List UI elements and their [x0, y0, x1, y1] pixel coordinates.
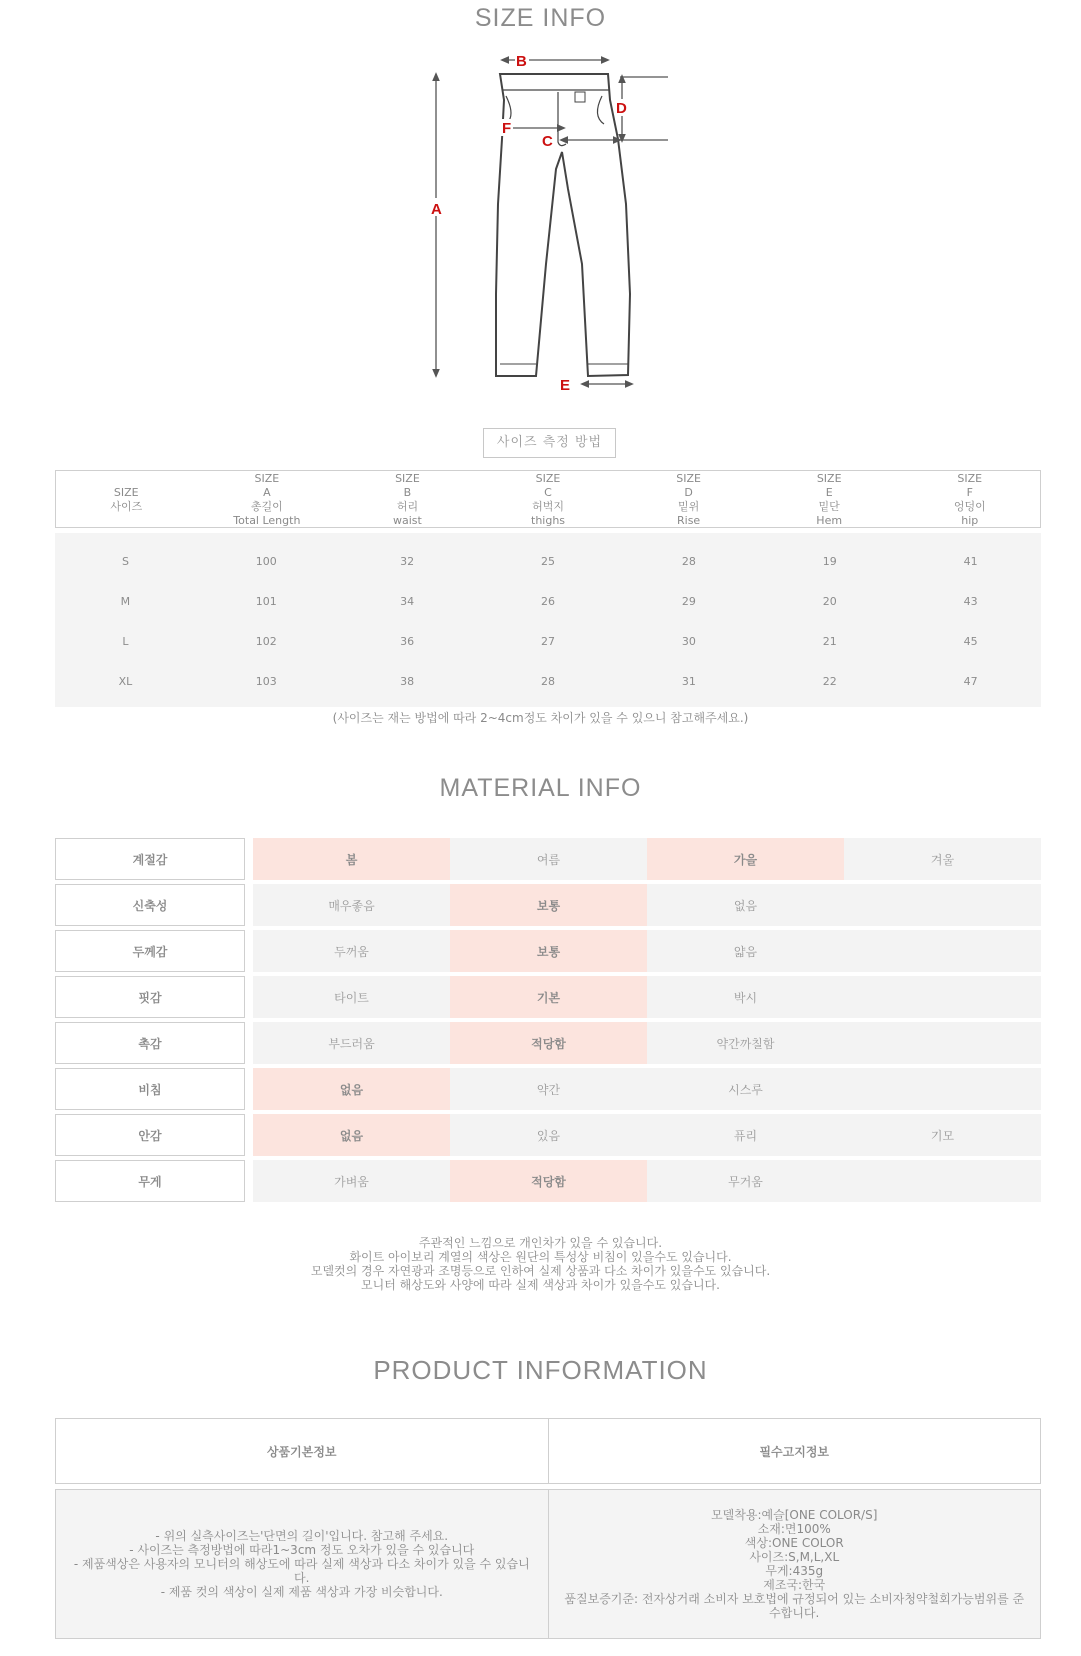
size-header-line: 허벅지: [532, 500, 564, 513]
size-table-cell: 101: [255, 594, 277, 608]
material-option: 가을: [647, 838, 844, 880]
size-table-cell: 31: [681, 674, 696, 688]
size-table-cell: 28: [681, 554, 696, 568]
size-table-body: [55, 533, 1041, 707]
size-table-cell: XL: [118, 674, 133, 688]
material-option: [844, 976, 1041, 1018]
required-info-line: 수합니다.: [769, 1606, 820, 1620]
size-header-line: B: [403, 486, 412, 499]
material-row-label: 신축성: [55, 884, 245, 926]
material-option: 무거움: [728, 1174, 763, 1189]
size-table-row: [55, 621, 1041, 661]
size-header-line: thighs: [531, 514, 566, 527]
size-header-line: 밑위: [677, 500, 700, 513]
size-header-line: SIZE: [113, 486, 139, 499]
size-header-line: hip: [961, 514, 979, 527]
material-option: 기본: [450, 976, 647, 1018]
basic-info-line: - 제품색상은 사용자의 모니터의 해상도에 따라 실제 색상과 다소 차이가 있을 수 있습니: [73, 1557, 530, 1571]
required-info-line: 제조국:한국: [763, 1578, 826, 1592]
required-info-line: 소재:면100%: [757, 1522, 831, 1536]
size-header-line: SIZE: [816, 472, 842, 485]
material-option: 부드러움: [328, 1036, 375, 1051]
size-header-line: 엉덩이: [953, 500, 986, 513]
basic-info-cell: [56, 1490, 549, 1638]
size-info-title: SIZE INFO: [474, 4, 607, 32]
material-row-label: 촉감: [55, 1022, 245, 1064]
size-header-cell: [337, 471, 478, 527]
material-table: [55, 838, 1041, 1206]
material-options: [253, 1160, 1041, 1202]
size-table-row: [55, 661, 1041, 701]
label-c: C: [542, 133, 553, 150]
size-header-line: Rise: [677, 514, 701, 527]
material-row-label: 무게: [55, 1160, 245, 1202]
material-option: 보통: [450, 930, 647, 972]
material-option: 봄: [253, 838, 450, 880]
size-table-header: [55, 470, 1041, 528]
pants-outline: [496, 74, 630, 376]
size-table: [55, 470, 1041, 707]
size-header-line: Total Length: [233, 514, 301, 527]
label-a: A: [431, 201, 442, 218]
size-table-row: [55, 581, 1041, 621]
size-header-line: SIZE: [254, 472, 280, 485]
material-option: [844, 930, 1041, 972]
material-option: 없음: [253, 1114, 450, 1156]
basic-info-line: - 제품 컷의 색상이 실제 제품 색상과 가장 비슷합니다.: [160, 1585, 443, 1599]
material-note-line: 주관적인 느낌으로 개인차가 있을 수 있습니다.: [418, 1236, 663, 1250]
material-row-label: 핏감: [55, 976, 245, 1018]
material-row: [55, 976, 1041, 1018]
label-f: F: [502, 120, 512, 137]
size-table-cell: 36: [400, 634, 415, 648]
size-header-cell: [478, 471, 619, 527]
required-info-line: 품질보증기준: 전자상거래 소비자 보호법에 규정되어 있는 소비자청약철회가능범위를 준: [564, 1592, 1025, 1606]
material-options: [253, 976, 1041, 1018]
material-option: 약간: [536, 1082, 561, 1097]
material-option: 약간까칠함: [716, 1036, 775, 1051]
product-table: [55, 1418, 1041, 1639]
material-option: 적당함: [450, 1160, 647, 1202]
size-header-line: 사이즈: [110, 500, 143, 513]
label-d: D: [616, 100, 627, 117]
size-table-cell: 26: [541, 594, 555, 608]
size-table-cell: L: [122, 634, 129, 648]
material-note-line: 화이트 아이보리 계열의 색상은 원단의 특성상 비침이 있을수도 있습니다.: [349, 1250, 732, 1264]
basic-info-line: - 사이즈는 측정방법에 따라1~3cm 정도 오차가 있을 수 있습니다: [129, 1543, 475, 1557]
size-table-cell: 34: [400, 594, 415, 608]
material-row: [55, 1160, 1041, 1202]
material-option: [844, 1160, 1041, 1202]
material-option: 겨울: [930, 852, 955, 867]
material-option: 보통: [450, 884, 647, 926]
size-header-line: waist: [393, 514, 422, 527]
material-option: 매우좋음: [328, 898, 375, 913]
material-note-line: 모니터 해상도와 사양에 따라 실제 색상과 차이가 있을수도 있습니다.: [361, 1278, 720, 1292]
material-notes: [0, 1236, 1081, 1292]
size-header-line: SIZE: [395, 472, 420, 485]
size-table-cell: 41: [963, 554, 978, 568]
pants-size-diagram: [431, 44, 720, 424]
material-options: [253, 1068, 1041, 1110]
size-header-line: SIZE: [676, 472, 701, 485]
size-table-cell: 102: [255, 634, 277, 648]
size-table-cell: 43: [963, 594, 978, 608]
material-option: 타이트: [334, 990, 369, 1005]
label-e: E: [560, 377, 571, 394]
material-option: 기모: [930, 1128, 955, 1143]
material-note-line: 모델컷의 경우 자연광과 조명등으로 인하여 실제 상품과 다소 차이가 있을수도 있습니다.: [310, 1264, 771, 1278]
material-option: 가벼움: [334, 1174, 369, 1189]
material-option: 얇음: [733, 944, 758, 959]
size-table-cell: 28: [541, 674, 555, 688]
material-option: 박시: [733, 990, 758, 1005]
product-table-header: [55, 1418, 1041, 1484]
material-option: [844, 884, 1041, 926]
size-table-cell: 30: [681, 634, 696, 648]
size-header-line: 밑단: [818, 500, 840, 513]
material-option: [844, 1022, 1041, 1064]
label-b: B: [516, 53, 527, 70]
material-option: [844, 1068, 1041, 1110]
material-row: [55, 1114, 1041, 1156]
size-table-cell: 29: [681, 594, 696, 608]
size-header-line: 총길이: [250, 500, 283, 513]
size-table-cell: 103: [255, 674, 277, 688]
size-table-cell: 25: [541, 554, 555, 568]
size-table-cell: 38: [400, 674, 415, 688]
material-row-label: 안감: [55, 1114, 245, 1156]
size-header-line: D: [684, 486, 693, 499]
basic-info-line: 다.: [294, 1571, 310, 1585]
product-information-title: PRODUCT INFORMATION: [373, 1355, 708, 1385]
size-note: (사이즈는 재는 방법에 따라 2~4cm정도 차이가 있을 수 있으니 참고해주세요.): [332, 711, 749, 725]
size-header-cell: [618, 471, 759, 527]
material-option: 있음: [536, 1128, 561, 1143]
basic-info-header: 상품기본정보: [56, 1419, 549, 1483]
size-table-cell: 47: [963, 674, 978, 688]
size-table-cell: 32: [400, 554, 415, 568]
material-option: 시스루: [728, 1082, 763, 1097]
material-row: [55, 884, 1041, 926]
required-info-cell: [549, 1490, 1041, 1638]
basic-info-line: - 위의 실측사이즈는'단면의 길이'입니다. 참고해 주세요.: [155, 1529, 449, 1543]
size-table-cell: 20: [822, 594, 837, 608]
required-info-line: 색상:ONE COLOR: [744, 1536, 844, 1550]
material-info-title: MATERIAL INFO: [439, 774, 642, 802]
size-table-cell: S: [121, 554, 129, 568]
material-row-label: 비침: [55, 1068, 245, 1110]
required-info-header: 필수고지정보: [759, 1444, 830, 1459]
material-row-label: 계절감: [55, 838, 245, 880]
material-option: 여름: [536, 852, 561, 867]
material-option: 적당함: [450, 1022, 647, 1064]
required-info-line: 무게:435g: [765, 1564, 824, 1578]
size-table-cell: 21: [822, 634, 837, 648]
size-header-line: Hem: [816, 514, 843, 527]
size-header-line: E: [825, 486, 833, 499]
size-table-cell: 45: [963, 634, 978, 648]
material-row: [55, 838, 1041, 880]
required-info-line: 사이즈:S,M,L,XL: [749, 1550, 840, 1564]
product-table-body: [55, 1489, 1041, 1639]
size-header-line: 허리: [396, 500, 419, 513]
material-option: 없음: [253, 1068, 450, 1110]
size-header-line: A: [263, 486, 271, 499]
material-options: [253, 930, 1041, 972]
size-table-cell: 22: [822, 674, 837, 688]
size-header-cell: [56, 471, 197, 527]
material-row: [55, 1022, 1041, 1064]
material-row: [55, 930, 1041, 972]
material-options: [253, 1114, 1041, 1156]
size-header-cell: [197, 471, 338, 527]
size-header-cell: [759, 471, 900, 527]
size-table-cell: 19: [822, 554, 837, 568]
material-row-label: 두께감: [55, 930, 245, 972]
material-option: 없음: [733, 898, 758, 913]
size-header-line: C: [544, 486, 552, 499]
size-table-cell: 27: [541, 634, 555, 648]
required-info-line: 모델착용:예슬[ONE COLOR/S]: [711, 1508, 878, 1522]
size-table-row: [55, 541, 1041, 581]
material-options: [253, 838, 1041, 880]
material-options: [253, 884, 1041, 926]
size-header-line: F: [966, 486, 973, 499]
size-header-line: SIZE: [957, 472, 983, 485]
size-header-cell: [899, 471, 1040, 527]
size-table-cell: 100: [255, 554, 277, 568]
material-option: 퓨리: [733, 1128, 758, 1143]
size-table-cell: M: [120, 594, 131, 608]
size-header-line: SIZE: [535, 472, 561, 485]
size-measure-method-button[interactable]: 사이즈 측정 방법: [483, 428, 616, 458]
material-option: 두꺼움: [334, 944, 369, 959]
material-options: [253, 1022, 1041, 1064]
material-row: [55, 1068, 1041, 1110]
